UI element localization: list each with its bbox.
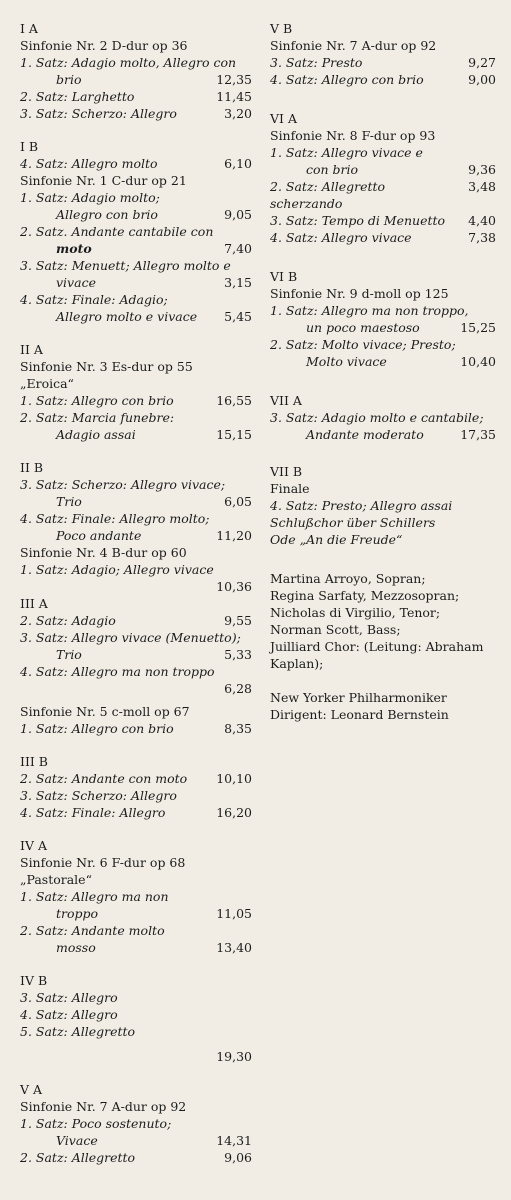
track-text-cont: con brio [306, 162, 359, 177]
track [20, 105, 252, 122]
track-text: 1. Satz: Poco sostenuto; [20, 1116, 172, 1131]
track-text-cont: Andante moderato [306, 427, 424, 442]
performer: Nicholas di Virgilio, Tenor; [270, 605, 441, 620]
track-text: 4. Satz: Finale: Adagio; [20, 292, 168, 307]
orchestra: New Yorker Philharmoniker [270, 690, 447, 705]
track [20, 1006, 252, 1023]
track-duration: 9,27 [468, 55, 496, 70]
section-heading: VI B [270, 269, 298, 284]
track-text: 1. Satz: Allegro con brio [20, 393, 174, 408]
track-duration: 11,20 [216, 528, 252, 543]
track [20, 223, 252, 257]
track [20, 989, 252, 1006]
track-text: 4. Satz: Finale: Allegro molto; [20, 511, 210, 526]
track-text: 3. Satz: Presto [270, 55, 363, 70]
track [270, 71, 496, 88]
section-heading: VI A [270, 111, 297, 126]
track [20, 612, 252, 629]
track-text: 4. Satz: Allegro con brio [270, 72, 424, 87]
track-text: 2. Satz: Molto vivace; Presto; [270, 337, 456, 352]
track-duration: 6,10 [224, 156, 252, 171]
track-text-cont: Allegro molto e vivace [56, 309, 198, 324]
track [270, 229, 496, 246]
track [20, 1149, 252, 1166]
track [270, 336, 496, 370]
section-heading: II A [20, 342, 43, 357]
section-heading: III B [20, 754, 48, 769]
track-duration: 12,35 [216, 72, 252, 87]
track-duration: 7,40 [224, 241, 252, 256]
track-duration: 9,06 [224, 1150, 252, 1165]
track-duration: 9,05 [224, 207, 252, 222]
section-4b [20, 972, 252, 1065]
section-3b [20, 753, 252, 821]
track [270, 497, 496, 514]
section-heading: IV B [20, 973, 48, 988]
track [20, 476, 252, 510]
track-text: 1. Satz: Allegro ma non troppo, [270, 303, 469, 318]
section-1b [20, 138, 252, 325]
track-text: 5. Satz: Allegretto [20, 1024, 136, 1039]
track-text-cont: Trio [56, 647, 82, 662]
track-text-cont: Adagio assai [56, 427, 136, 442]
section-heading: I B [20, 139, 39, 154]
track-text-cont: Trio [56, 494, 82, 509]
track-duration: 5,45 [224, 309, 252, 324]
track-text: 2. Satz: Allegretto [20, 1150, 136, 1165]
section-2a [20, 341, 252, 443]
track-duration: 6,05 [224, 494, 252, 509]
section-6b [270, 268, 496, 370]
symphony-title: Sinfonie Nr. 7 A-dur op 92 [20, 1099, 187, 1114]
section-7a [270, 392, 496, 443]
track-text: 3. Satz: Menuett; Allegro molto e [20, 258, 231, 273]
track-text: 3. Satz: Tempo di Menuetto [270, 213, 446, 228]
track-duration: 9,36 [468, 162, 496, 177]
track-text: 4. Satz: Allegro ma non troppo [20, 664, 215, 679]
performer: Regina Sarfaty, Mezzosopran; [270, 588, 460, 603]
track [270, 302, 496, 336]
track-text: 2. Satz. Andante cantabile con [20, 224, 214, 239]
track-duration: 9,00 [468, 72, 496, 87]
track-duration: 15,25 [460, 320, 496, 335]
performer: Kaplan); [270, 656, 324, 671]
track-duration: 16,20 [216, 805, 252, 820]
track [20, 922, 252, 956]
track-text: 3. Satz: Allegro vivace (Menuetto); [20, 630, 241, 645]
track [20, 54, 252, 88]
symphony-title: Sinfonie Nr. 8 F-dur op 93 [270, 128, 436, 143]
track-text: 2. Satz: Allegretto scherzando [270, 179, 386, 211]
section-heading: VII B [270, 464, 303, 479]
track-duration: 13,40 [216, 940, 252, 955]
track-text-cont: Molto vivace [306, 354, 387, 369]
track-duration: 4,40 [468, 213, 496, 228]
symphony-title: Sinfonie Nr. 3 Es-dur op 55 [20, 359, 193, 374]
track-text: 3. Satz: Scherzo: Allegro [20, 106, 177, 121]
track [270, 54, 496, 71]
track [20, 629, 252, 663]
track [20, 88, 252, 105]
track [270, 178, 496, 212]
track-duration: 9,55 [224, 613, 252, 628]
track-text: 1. Satz: Allegro ma non [20, 889, 169, 904]
track [270, 144, 496, 178]
track [270, 212, 496, 229]
track-duration: 17,35 [460, 427, 496, 442]
track-text: 1. Satz: Allegro con brio [20, 721, 174, 736]
track-text-cont: un poco maestoso [306, 320, 420, 335]
track [20, 770, 252, 787]
symphony-title: Sinfonie Nr. 1 C-dur op 21 [20, 173, 187, 188]
track-text: 3. Satz: Scherzo: Allegro vivace; [20, 477, 226, 492]
track-text: 2. Satz: Andante con moto [20, 771, 188, 786]
symphony-title: Sinfonie Nr. 4 B-dur op 60 [20, 545, 187, 560]
section-2b [20, 459, 252, 595]
track-duration: 16,55 [216, 393, 252, 408]
track-text: 3. Satz: Scherzo: Allegro [20, 788, 177, 803]
track-duration: 10,10 [216, 771, 252, 786]
track [20, 510, 252, 544]
section-5a [20, 1081, 252, 1166]
track [20, 409, 252, 443]
track-text: 1. Satz: Adagio; Allegro vivace [20, 562, 214, 577]
track [20, 291, 252, 325]
track-text: 4. Satz: Allegro [20, 1007, 118, 1022]
track-text: 4. Satz: Presto; Allegro assai [270, 498, 453, 513]
section-7b [270, 463, 496, 548]
track-duration: 8,35 [224, 721, 252, 736]
track-text: 4. Satz: Finale: Allegro [20, 805, 166, 820]
section-1a [20, 20, 252, 122]
section-heading: II B [20, 460, 44, 475]
track-text-cont: mosso [56, 940, 96, 955]
track [20, 804, 252, 821]
track-duration: 5,33 [224, 647, 252, 662]
track-duration: 7,38 [468, 230, 496, 245]
track-duration: 10,36 [216, 579, 252, 594]
symphony-title: Sinfonie Nr. 5 c-moll op 67 [20, 704, 190, 719]
track-duration: 6,28 [224, 681, 252, 696]
symphony-title: Sinfonie Nr. 6 F-dur op 68 [20, 855, 186, 870]
track-text-cont: Ode „An die Freude“ [270, 532, 403, 547]
track [20, 1115, 252, 1149]
section-heading: VII A [270, 393, 302, 408]
performer: Norman Scott, Bass; [270, 622, 401, 637]
track-duration: 3,20 [224, 106, 252, 121]
track [20, 392, 252, 409]
performer: Martina Arroyo, Sopran; [270, 571, 426, 586]
track-duration: 11,05 [216, 906, 252, 921]
track-duration: 3,15 [224, 275, 252, 290]
track-text-cont: moto [56, 241, 92, 256]
track-text-cont: vivace [56, 275, 96, 290]
track-text: 3. Satz: Allegro [20, 990, 118, 1005]
track-text-cont: brio [56, 72, 82, 87]
track [20, 720, 252, 737]
track-text: 4. Satz: Allegro molto [20, 156, 158, 171]
track-text: 2. Satz: Andante molto [20, 923, 165, 938]
track [20, 1023, 252, 1040]
track-text: 1. Satz: Adagio molto; [20, 190, 160, 205]
track-text: 1. Satz: Adagio molto, Allegro con [20, 55, 237, 70]
track-text: 2. Satz: Marcia funebre: [20, 410, 175, 425]
right-column [270, 20, 496, 739]
movement-heading: Finale [270, 481, 310, 496]
symphony-nickname: „Eroica“ [20, 376, 74, 391]
track [270, 514, 496, 531]
track-duration: 14,31 [216, 1133, 252, 1148]
section-5b [270, 20, 496, 88]
track-text-cont: Poco andante [56, 528, 142, 543]
track-duration: 11,45 [216, 89, 252, 104]
symphony-title: Sinfonie Nr. 9 d-moll op 125 [270, 286, 449, 301]
track-text-cont: Schlußchor über Schillers [270, 515, 436, 530]
group-duration-row [20, 1048, 252, 1065]
track [20, 257, 252, 291]
track-text-cont: Vivace [56, 1133, 98, 1148]
track-text-cont: Allegro con brio [56, 207, 158, 222]
performers [270, 570, 496, 723]
section-heading: V B [270, 21, 293, 36]
section-heading: I A [20, 21, 38, 36]
track-text-cont: troppo [56, 906, 99, 921]
track-duration: 3,48 [468, 179, 496, 194]
track-text: 4. Satz: Allegro vivace [270, 230, 412, 245]
section-heading: III A [20, 596, 48, 611]
section-6a [270, 110, 496, 246]
track [20, 189, 252, 223]
track [20, 155, 252, 172]
section-4a [20, 837, 252, 956]
left-column [20, 20, 252, 1182]
track-text: 2. Satz: Adagio [20, 613, 116, 628]
symphony-title: Sinfonie Nr. 2 D-dur op 36 [20, 38, 188, 53]
track-text: 2. Satz: Larghetto [20, 89, 135, 104]
track [270, 531, 496, 548]
performer: Juilliard Chor: (Leitung: Abraham [270, 639, 484, 654]
section-heading: IV A [20, 838, 47, 853]
symphony-nickname: „Pastorale“ [20, 872, 92, 887]
symphony-title: Sinfonie Nr. 7 A-dur op 92 [270, 38, 437, 53]
track-duration: 19,30 [216, 1049, 252, 1064]
track [20, 787, 252, 804]
track [20, 888, 252, 922]
track [20, 561, 252, 595]
section-heading: V A [20, 1082, 43, 1097]
track-duration: 15,15 [216, 427, 252, 442]
section-3a [20, 595, 252, 737]
track [20, 663, 252, 697]
track-text: 3. Satz: Adagio molto e cantabile; [270, 410, 484, 425]
track-text: 1. Satz: Allegro vivace e [270, 145, 423, 160]
track-duration: 10,40 [460, 354, 496, 369]
track [270, 409, 496, 443]
conductor: Dirigent: Leonard Bernstein [270, 707, 449, 722]
